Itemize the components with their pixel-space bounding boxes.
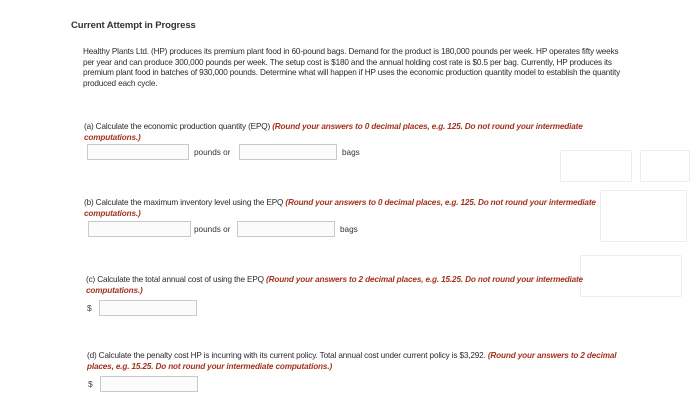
problem-statement: Healthy Plants Ltd. (HP) produces its premium plant food in 60-pound bags. Demand for the product is 180,000 pounds per week. HP operates fifty weeks per year and can produce 300,000 pounds per week. The setup cost is $180 and the annual holding cost rate is $0.5 per bag. Currently, HP produces its premium plant food in batches of 930,000 pounds. Determine what will happen if HP uses the economic production quantity model to establish the quantity produced each cycle. [83,47,621,88]
part-c-answer-row [87,300,197,316]
part-c-currency: $ [87,303,92,313]
part-d-cost-input[interactable] [100,376,198,392]
part-c-hint: (Round your answers to 2 decimal places, e.g. 15.25. Do not round your intermediate computations.) [86,275,583,295]
part-a-bags-input[interactable] [239,144,337,160]
part-b-bags-input[interactable] [237,221,335,237]
part-b-answer-row [88,221,358,237]
page-title: Current Attempt in Progress [71,20,196,31]
part-a-question [84,122,624,143]
part-a-bags-label: bags [342,147,360,157]
part-b-question [84,198,624,219]
part-a-pounds-label: pounds or [194,147,231,157]
part-d-hint: (Round your answers to 2 decimal places, e.g. 15.25. Do not round your intermediate computations.) [87,351,617,371]
part-d-answer-row [88,376,198,392]
part-b-pounds-input[interactable] [88,221,191,237]
part-c-cost-input[interactable] [99,300,197,316]
part-a-pounds-input[interactable] [87,144,189,160]
part-b-text: (b) Calculate the maximum inventory level using the EPQ [84,198,286,207]
part-c-question [86,275,626,296]
part-b-pounds-label: pounds or [194,224,231,234]
part-d-currency: $ [88,379,93,389]
part-d-text: (d) Calculate the penalty cost HP is incurring with its current policy. Total annual cost under current policy is $3,292. [87,351,488,360]
part-d-question [87,351,627,372]
part-a-hint: (Round your answers to 0 decimal places, e.g. 125. Do not round your intermediate computations.) [84,122,583,142]
background-artifact [640,150,690,182]
background-artifact [560,150,632,182]
part-b-hint: (Round your answers to 0 decimal places, e.g. 125. Do not round your intermediate computations.) [84,198,596,218]
part-c-text: (c) Calculate the total annual cost of using the EPQ [86,275,267,284]
part-a-text: (a) Calculate the economic production quantity (EPQ) [84,122,273,131]
part-b-bags-label: bags [340,224,358,234]
part-a-answer-row [87,144,360,160]
